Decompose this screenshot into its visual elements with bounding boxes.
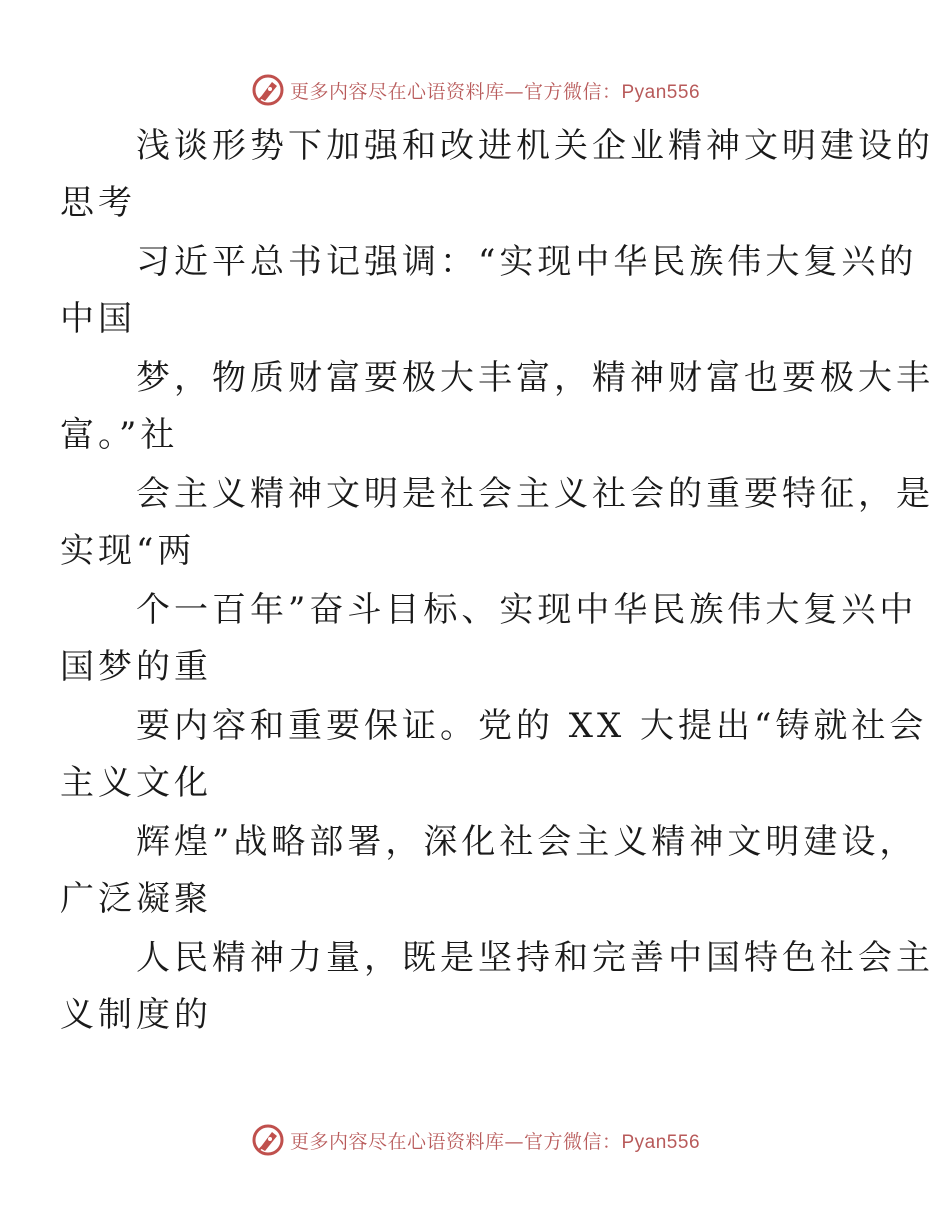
header-banner-wechat-id: Pyan556 <box>621 81 701 103</box>
paragraph-line: 富。”社 <box>60 415 179 455</box>
paragraph <box>60 814 918 928</box>
paragraph <box>60 698 928 812</box>
paragraph-line: 义制度的 <box>60 995 212 1035</box>
paragraph-line: 梦，物质财富要极大丰富，精神财富也要极大丰 <box>136 358 934 398</box>
paragraph <box>60 350 934 464</box>
paragraph-line: 中国 <box>60 299 136 339</box>
paragraph-line: 辉煌”战略部署，深化社会主义精神文明建设， <box>136 822 918 862</box>
paragraph <box>60 118 934 232</box>
footer-banner-wechat-label: 官方微信： <box>523 1130 622 1153</box>
footer-banner-text <box>290 1127 700 1154</box>
paragraph-line: 习近平总书记强调：“实现中华民族伟大复兴的 <box>136 242 918 282</box>
pen-nib-logo-icon <box>250 72 286 108</box>
paragraph-line: 个一百年”奋斗目标、实现中华民族伟大复兴中 <box>136 590 918 630</box>
footer-banner-site: 更多内容尽在心语资料库— <box>289 1130 524 1153</box>
footer-banner <box>0 1118 950 1162</box>
document-body <box>60 118 934 1046</box>
header-banner-wechat-label: 官方微信： <box>523 80 622 103</box>
paragraph-line: 实现“两 <box>60 531 196 571</box>
paragraph-line: 人民精神力量，既是坚持和完善中国特色社会主 <box>136 938 934 978</box>
paragraph-line: 广泛凝聚 <box>60 879 212 919</box>
footer-banner-wechat-id: Pyan556 <box>621 1131 701 1153</box>
header-banner <box>0 68 950 112</box>
paragraph <box>60 930 934 1044</box>
paragraph <box>60 466 934 580</box>
paragraph-line: 思考 <box>60 183 136 223</box>
paragraph-line: 会主义精神文明是社会主义社会的重要特征，是 <box>136 474 934 514</box>
paragraph <box>60 234 918 348</box>
paragraph-line: 主义文化 <box>60 763 212 803</box>
paragraph-line: 要内容和重要保证。党的 XX 大提出“铸就社会 <box>136 706 928 746</box>
pen-nib-logo-icon <box>250 1122 286 1158</box>
paragraph-line: 国梦的重 <box>60 647 212 687</box>
header-banner-text <box>290 77 700 104</box>
header-banner-site: 更多内容尽在心语资料库— <box>289 80 524 103</box>
paragraph-line: 浅谈形势下加强和改进机关企业精神文明建设的 <box>136 126 934 166</box>
paragraph <box>60 582 918 696</box>
